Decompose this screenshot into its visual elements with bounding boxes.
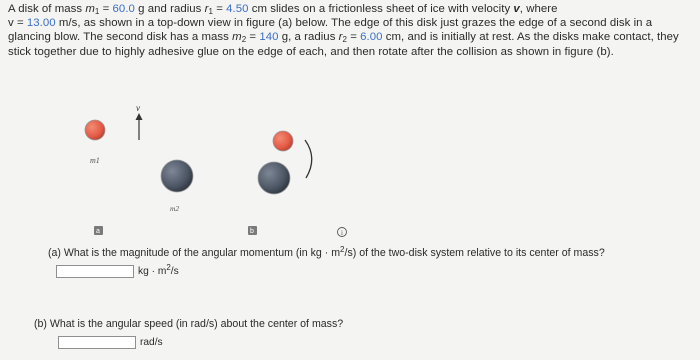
problem-text: A disk of mass $m_1 = 60.0$ g and radius $r_1 = 4.50$ cm slides on a frictionless sheet of ice with velocity v, where v = 13.00 m/s, as shown in a top-down view in figure (a) below. The edge of this disk just grazes the edge of a second disk in a glancing blow. The second disk has a mass $m_2 = 140$ g, a radius $r_2 = 6.00$ cm, and is initially at rest. As the disks make contact, they stick together due to highly adhesive glue on the edge of each, and then rotate after the collision as shown in figure (b).	[8, 3, 679, 58]
svg-text:i: i	[341, 229, 343, 237]
answer-a-row	[56, 265, 605, 278]
label-v: v	[136, 103, 140, 113]
answer-b-unit: rad/s	[140, 337, 163, 348]
disk-m2-b	[258, 162, 290, 194]
answer-a-input[interactable]	[56, 265, 134, 278]
question-a-text: (a) What is the magnitude of the angular momentum (in kg · $m^2/s$) of the two-disk system relative to its center of mass?	[48, 245, 605, 259]
m2-value: 140	[259, 31, 279, 44]
answer-b-input[interactable]	[58, 336, 136, 349]
v-value: 13.00	[26, 17, 56, 30]
question-a	[48, 247, 605, 278]
m1-value: 60.0	[112, 3, 135, 15]
label-m1: m1	[90, 156, 100, 165]
disk-m1	[85, 120, 105, 140]
disk-m1-b	[273, 131, 293, 151]
info-icon[interactable]	[338, 228, 347, 238]
arrowhead-icon	[136, 113, 143, 120]
label-m2: m2	[170, 204, 180, 213]
figure-a-label: a	[96, 228, 100, 235]
rotation-arrow-icon	[305, 140, 312, 178]
r2-value: 6.00	[360, 31, 383, 44]
answer-b-row	[58, 336, 343, 349]
problem-statement	[8, 2, 692, 59]
r1-value: 4.50	[226, 3, 249, 15]
figure-b-label: b	[250, 228, 254, 235]
answer-a-unit: kg · $m^2/s$	[138, 263, 179, 277]
question-b	[34, 318, 343, 349]
disk-m2	[161, 160, 193, 192]
question-b-text: (b) What is the angular speed (in rad/s) about the center of mass?	[34, 318, 344, 330]
